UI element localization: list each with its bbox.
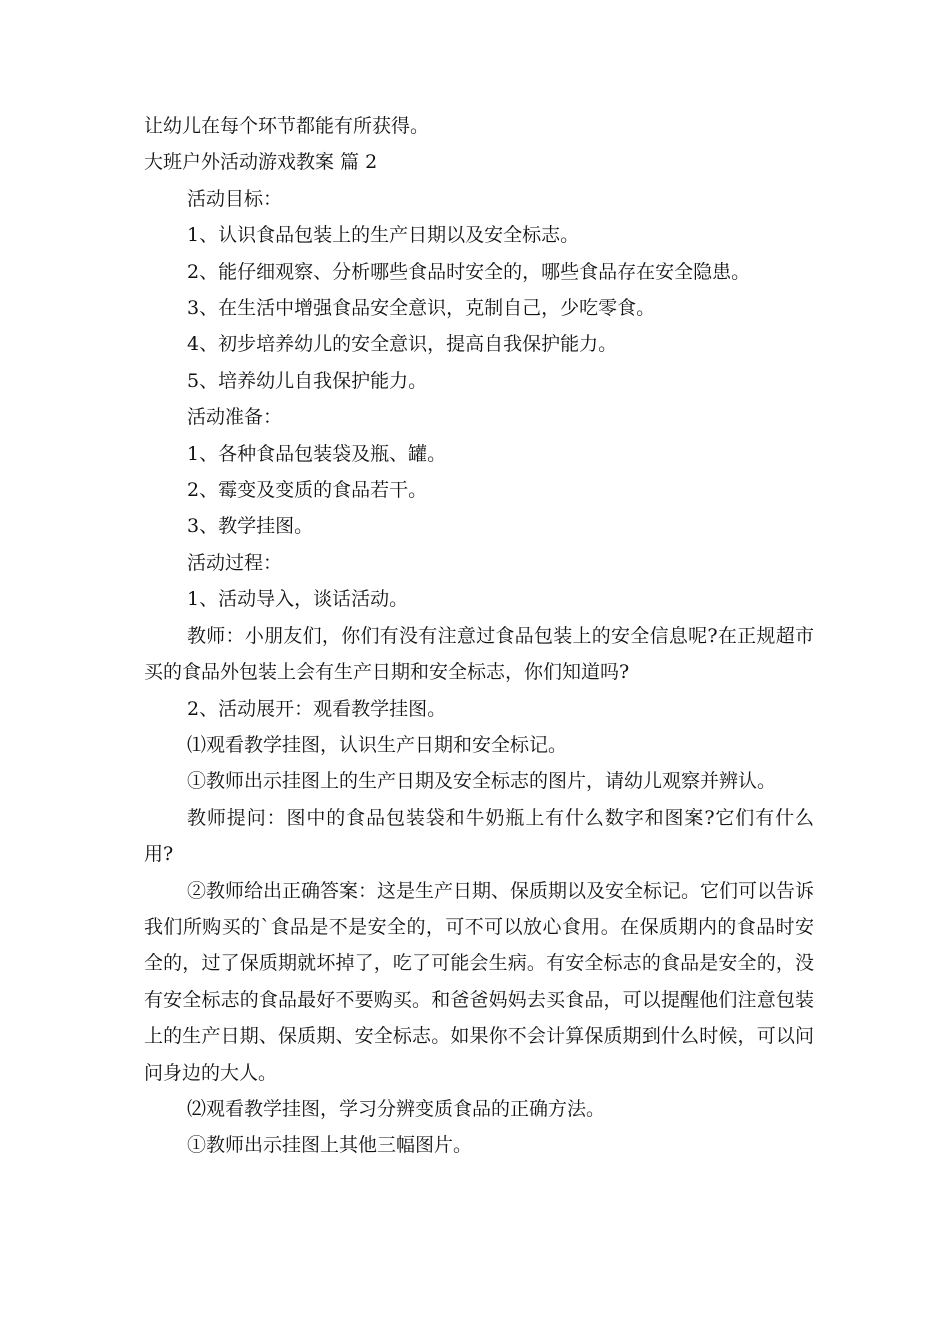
process-paragraph: ②教师给出正确答案：这是生产日期、保质期以及安全标记。它们可以告诉我们所购买的`食品是不是安全的，可不可以放心食用。在保质期内的食品时安全的，过了保质期就坏掉了，吃了可能会生病。有安全标志的食品是安全的，没有安全标志的食品最好不要购买。和爸爸妈妈去买食品，可以提醒他们注意包装上的生产日期、保质期、安全标志。如果你不会计算保质期到什么时候，可以问问身边的大人。 (144, 879, 815, 1084)
process-step: 1、活动导入，谈话活动。 (187, 588, 409, 611)
process-substep: ⑵观看教学挂图，学习分辨变质食品的正确方法。 (187, 1097, 606, 1120)
goal-item: 2、能仔细观察、分析哪些食品时安全的，哪些食品存在安全隐患。 (187, 260, 751, 283)
document-body (144, 108, 814, 1164)
paragraph-continuation: 让幼儿在每个环节都能有所获得。 (144, 115, 430, 137)
goal-item: 5、培养幼儿自我保护能力。 (187, 369, 428, 392)
subheading-preparation: 活动准备： (187, 406, 283, 429)
preparation-item: 1、各种食品包装袋及瓶、罐。 (187, 442, 447, 465)
process-step: 2、活动展开：观看教学挂图。 (187, 697, 447, 720)
process-substep: ⑴观看教学挂图，认识生产日期和安全标记。 (187, 733, 568, 756)
process-paragraph: ①教师出示挂图上其他三幅图片。 (187, 1134, 473, 1157)
preparation-item: 2、霉变及变质的食品若干。 (187, 479, 428, 502)
process-paragraph: 教师：小朋友们，你们有没有注意过食品包装上的安全信息呢?在正规超市买的食品外包装上会有生产日期和安全标志，你们知道吗? (144, 624, 814, 684)
subheading-process: 活动过程： (187, 551, 283, 574)
goal-item: 4、初步培养幼儿的安全意识，提高自我保护能力。 (187, 333, 618, 356)
process-paragraph: 教师提问：图中的食品包装袋和牛奶瓶上有什么数字和图案?它们有什么用? (144, 806, 814, 866)
goal-item: 3、在生活中增强食品安全意识，克制自己，少吃零食。 (187, 297, 656, 320)
process-paragraph: ①教师出示挂图上的生产日期及安全标志的图片，请幼儿观察并辨认。 (187, 770, 777, 793)
subheading-goals: 活动目标： (187, 187, 283, 210)
preparation-item: 3、教学挂图。 (187, 515, 314, 538)
section-heading: 大班户外活动游戏教案 篇 2 (144, 151, 378, 174)
goal-item: 1、认识食品包装上的生产日期以及安全标志。 (187, 224, 580, 247)
